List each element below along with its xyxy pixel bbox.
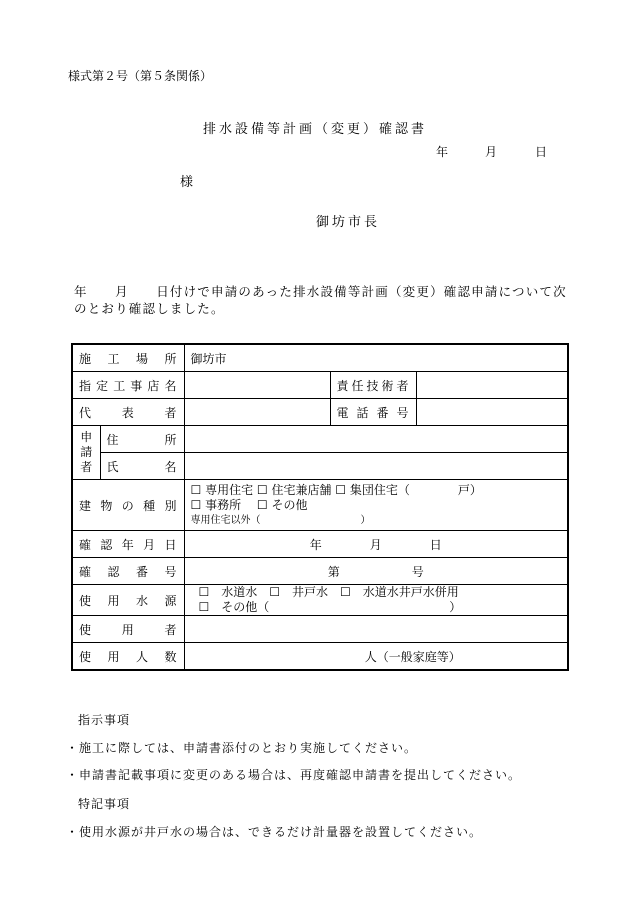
date-day: 日 bbox=[535, 145, 548, 159]
confirm-date-value: 年 月 日 bbox=[184, 531, 568, 558]
special-heading: 特記事項 bbox=[78, 797, 131, 811]
row-user-count bbox=[72, 643, 568, 671]
applicant-label-text: 申請者 bbox=[80, 430, 93, 474]
water-line-1: ☐ 水道水 ☐ 井戸水 ☐ 水道水井戸水併用 bbox=[198, 585, 459, 599]
row-user bbox=[72, 616, 568, 643]
row-building-type bbox=[72, 480, 568, 531]
date-month: 月 bbox=[485, 145, 498, 159]
building-type-value[interactable] bbox=[184, 480, 568, 531]
user-count-value: 人（一般家庭等） bbox=[184, 643, 568, 671]
special-note-1: ・使用水源が井戸水の場合は、できるだけ計量器を設置してください。 bbox=[66, 825, 483, 839]
body-text: 年 月 日付けで申請のあった排水設備等計画（変更）確認申請について次のとおり確認しました。 bbox=[74, 284, 567, 316]
water-source-label: 使用水源 bbox=[72, 585, 184, 616]
engineer-value[interactable] bbox=[416, 372, 568, 399]
phone-label: 電話番号 bbox=[330, 399, 416, 426]
name-label: 氏名 bbox=[100, 453, 184, 480]
instruction-2: ・申請書記載事項に変更のある場合は、再度確認申請書を提出してください。 bbox=[66, 768, 522, 782]
row-representative bbox=[72, 399, 568, 426]
user-count-label: 使用人数 bbox=[72, 643, 184, 671]
row-applicant-address bbox=[72, 426, 568, 453]
contractor-label: 指定工事店名 bbox=[72, 372, 184, 399]
confirm-number-label: 確認番号 bbox=[72, 558, 184, 585]
confirmation-table bbox=[71, 343, 569, 671]
confirm-number-value: 第 号 bbox=[184, 558, 568, 585]
document-title: 排水設備等計画（変更）確認書 bbox=[202, 122, 427, 137]
building-line-1: ☐ 専用住宅 ☐ 住宅兼店舗 ☐ 集団住宅（ 戸） bbox=[190, 482, 482, 497]
row-contractor bbox=[72, 372, 568, 399]
applicant-label bbox=[72, 426, 100, 480]
issue-date bbox=[436, 143, 547, 160]
building-line-2: ☐ 事務所 ☐ その他 bbox=[190, 497, 308, 512]
instruction-1: ・施工に際しては、申請書添付のとおり実施してください。 bbox=[66, 741, 418, 755]
row-water-source bbox=[72, 585, 568, 616]
building-type-label: 建物の種別 bbox=[72, 480, 184, 531]
site-value: 御坊市 bbox=[184, 344, 568, 372]
row-applicant-name bbox=[72, 453, 568, 480]
engineer-label: 責任技術者 bbox=[330, 372, 416, 399]
representative-value[interactable] bbox=[184, 399, 330, 426]
site-label: 施工場所 bbox=[72, 344, 184, 372]
date-year: 年 bbox=[436, 145, 449, 159]
user-value[interactable] bbox=[184, 616, 568, 643]
water-line-2: ☐ その他（ ） bbox=[198, 600, 462, 614]
row-confirm-date bbox=[72, 531, 568, 558]
form-number: 様式第２号（第５条関係） bbox=[68, 69, 213, 83]
name-value[interactable] bbox=[184, 453, 568, 480]
contractor-value[interactable] bbox=[184, 372, 330, 399]
address-label: 住所 bbox=[100, 426, 184, 453]
row-confirm-number bbox=[72, 558, 568, 585]
phone-value[interactable] bbox=[416, 399, 568, 426]
building-line-3: 専用住宅以外（ ） bbox=[190, 514, 371, 526]
address-value[interactable] bbox=[184, 426, 568, 453]
instructions-heading: 指示事項 bbox=[78, 713, 131, 727]
user-label: 使用者 bbox=[72, 616, 184, 643]
confirm-date-label: 確認年月日 bbox=[72, 531, 184, 558]
representative-label: 代表者 bbox=[72, 399, 184, 426]
addressee-suffix: 様 bbox=[180, 175, 194, 190]
row-site bbox=[72, 344, 568, 372]
water-source-value[interactable] bbox=[184, 585, 568, 616]
issuer: 御坊市長 bbox=[316, 215, 381, 230]
